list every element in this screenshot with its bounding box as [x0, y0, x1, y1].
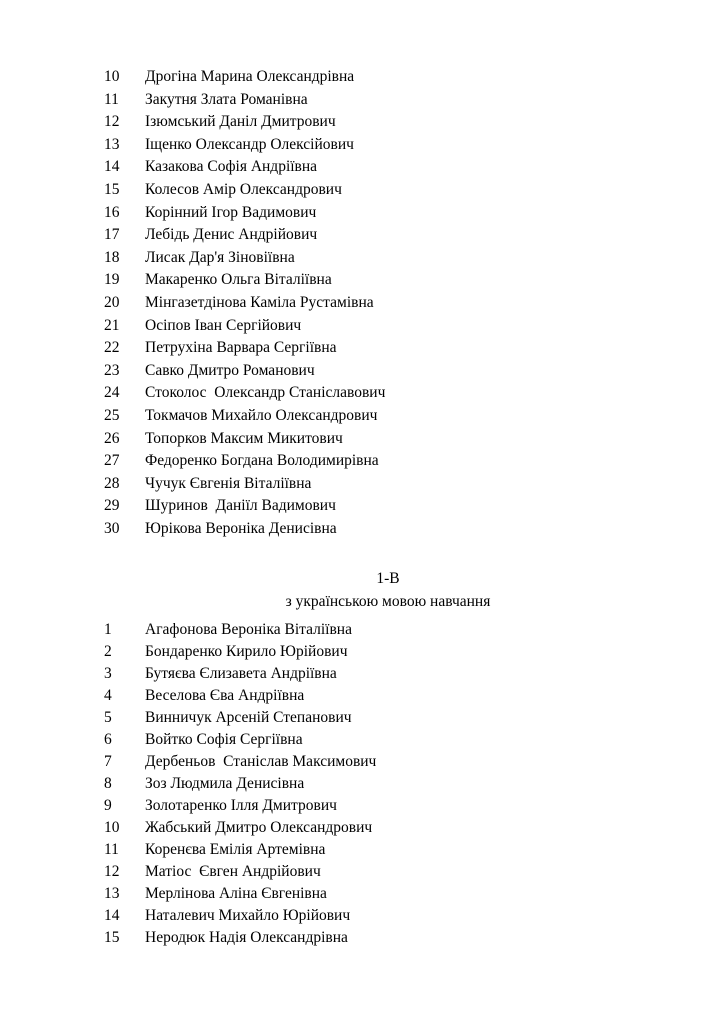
- student-name: Шуринов Даніїл Вадимович: [145, 497, 336, 515]
- student-name: Бутяєва Єлизавета Андріївна: [145, 665, 337, 683]
- student-name: Казакова Софія Андріївна: [145, 158, 318, 176]
- row-number: 10: [104, 68, 120, 85]
- row-number: 24: [104, 384, 120, 402]
- section-subtitle: з українською мовою навчання: [285, 592, 491, 610]
- list-item: [104, 883, 724, 905]
- row-number: 23: [104, 361, 120, 379]
- student-name: Закутня Злата Романівна: [145, 90, 308, 108]
- student-name: Бондаренко Кирило Юрійович: [145, 643, 348, 661]
- list-item: [104, 292, 724, 315]
- student-name: Іщенко Олександр Олексійович: [145, 135, 354, 153]
- row-number: 5: [104, 709, 112, 727]
- row-number: 13: [104, 885, 120, 903]
- list-item: [104, 247, 724, 270]
- list-item: [104, 729, 724, 751]
- list-item: [104, 66, 724, 89]
- list-item: [104, 751, 724, 773]
- section-title: 1-В: [376, 570, 400, 588]
- row-number: 13: [104, 135, 120, 153]
- row-number: 22: [104, 339, 120, 357]
- student-name: Матіос Євген Андрійович: [145, 863, 321, 881]
- list-item: [104, 619, 724, 641]
- row-number: 4: [104, 687, 112, 705]
- student-name: Стоколос Олександр Станіславович: [145, 384, 386, 402]
- student-name: Токмачов Михайло Олександрович: [145, 406, 378, 424]
- row-number: 28: [104, 474, 120, 492]
- student-name: Лебідь Денис Андрійович: [145, 226, 318, 244]
- list-item: [104, 495, 724, 518]
- row-number: 2: [104, 643, 112, 661]
- student-name: Винничук Арсеній Степанович: [145, 709, 352, 727]
- student-name: Колесов Амір Олександрович: [145, 180, 342, 198]
- class-list-1v: [0, 619, 724, 949]
- row-number: 12: [104, 113, 120, 131]
- student-name: Неродюк Надія Олександрівна: [145, 929, 348, 947]
- row-number: 17: [104, 226, 120, 244]
- list-item: [104, 685, 724, 707]
- student-name: Федоренко Богдана Володимирівна: [145, 452, 379, 470]
- list-item: [104, 111, 724, 134]
- row-number: 15: [104, 929, 120, 947]
- row-number: 20: [104, 293, 120, 311]
- list-item: [104, 927, 724, 949]
- list-item: [104, 156, 724, 179]
- list-item: [104, 795, 724, 817]
- student-name: Мінгазетдінова Каміла Рустамівна: [145, 293, 374, 311]
- list-item: [104, 202, 724, 225]
- list-item: [104, 839, 724, 861]
- row-number: 10: [104, 819, 120, 837]
- list-item: [104, 405, 724, 428]
- row-number: 21: [104, 316, 120, 334]
- student-name: Юрікова Вероніка Денисівна: [145, 519, 337, 537]
- row-number: 16: [104, 203, 120, 221]
- row-number: 29: [104, 497, 120, 515]
- row-number: 1: [104, 621, 112, 639]
- row-number: 18: [104, 248, 120, 266]
- student-name: Веселова Єва Андріївна: [145, 687, 305, 705]
- list-item: [104, 518, 724, 541]
- list-item: [104, 179, 724, 202]
- student-name: Ізюмський Даніл Дмитрович: [145, 113, 336, 131]
- row-number: 12: [104, 863, 120, 881]
- list-item: [104, 817, 724, 839]
- student-name: Савко Дмитро Романович: [145, 361, 315, 379]
- row-number: 27: [104, 452, 120, 470]
- list-item: [104, 450, 724, 473]
- row-number: 11: [104, 90, 119, 108]
- student-name: Коренєва Емілія Артемівна: [145, 841, 326, 859]
- student-name: Жабський Дмитро Олександрович: [145, 819, 373, 837]
- student-name: Петрухіна Варвара Сергіївна: [145, 339, 337, 357]
- student-name: Золотаренко Ілля Дмитрович: [145, 797, 337, 815]
- student-name: Макаренко Ольга Віталіївна: [145, 271, 332, 289]
- row-number: 30: [104, 519, 120, 537]
- row-number: 11: [104, 841, 119, 859]
- student-name: Лисак Дар'я Зіновіївна: [145, 248, 295, 266]
- row-number: 25: [104, 406, 120, 424]
- list-item: [104, 337, 724, 360]
- row-number: 3: [104, 665, 112, 683]
- row-number: 9: [104, 797, 112, 815]
- row-number: 7: [104, 753, 112, 771]
- student-name: Наталевич Михайло Юрійович: [145, 907, 351, 925]
- section-heading: [104, 568, 672, 613]
- row-number: 14: [104, 158, 120, 176]
- student-name: Войтко Софія Сергіївна: [145, 731, 303, 749]
- list-item: [104, 269, 724, 292]
- student-name: Осіпов Іван Сергійович: [145, 316, 302, 334]
- row-number: 14: [104, 907, 120, 925]
- list-item: [104, 428, 724, 451]
- row-number: 15: [104, 180, 120, 198]
- row-number: 6: [104, 731, 112, 749]
- student-name: Зоз Людмила Денисівна: [145, 775, 305, 793]
- row-number: 8: [104, 775, 112, 793]
- list-item: [104, 861, 724, 883]
- student-name: Корінний Ігор Вадимович: [145, 203, 317, 221]
- list-item: [104, 905, 724, 927]
- list-item: [104, 315, 724, 338]
- list-item: [104, 473, 724, 496]
- list-item: [104, 773, 724, 795]
- list-item: [104, 641, 724, 663]
- student-name: Дрогіна Марина Олександрівна: [145, 68, 355, 85]
- list-item: [104, 382, 724, 405]
- student-name: Агафонова Вероніка Віталіївна: [145, 621, 352, 639]
- student-name: Чучук Євгенія Віталіївна: [145, 474, 312, 492]
- list-item: [104, 224, 724, 247]
- student-name: Топорков Максим Микитович: [145, 429, 343, 447]
- class-list-continued: [0, 66, 724, 540]
- list-item: [104, 360, 724, 383]
- row-number: 19: [104, 271, 120, 289]
- row-number: 26: [104, 429, 120, 447]
- list-item: [104, 134, 724, 157]
- list-item: [104, 89, 724, 112]
- student-name: Мерлінова Аліна Євгенівна: [145, 885, 327, 903]
- list-item: [104, 707, 724, 729]
- student-name: Дербеньов Станіслав Максимович: [145, 753, 377, 771]
- list-item: [104, 663, 724, 685]
